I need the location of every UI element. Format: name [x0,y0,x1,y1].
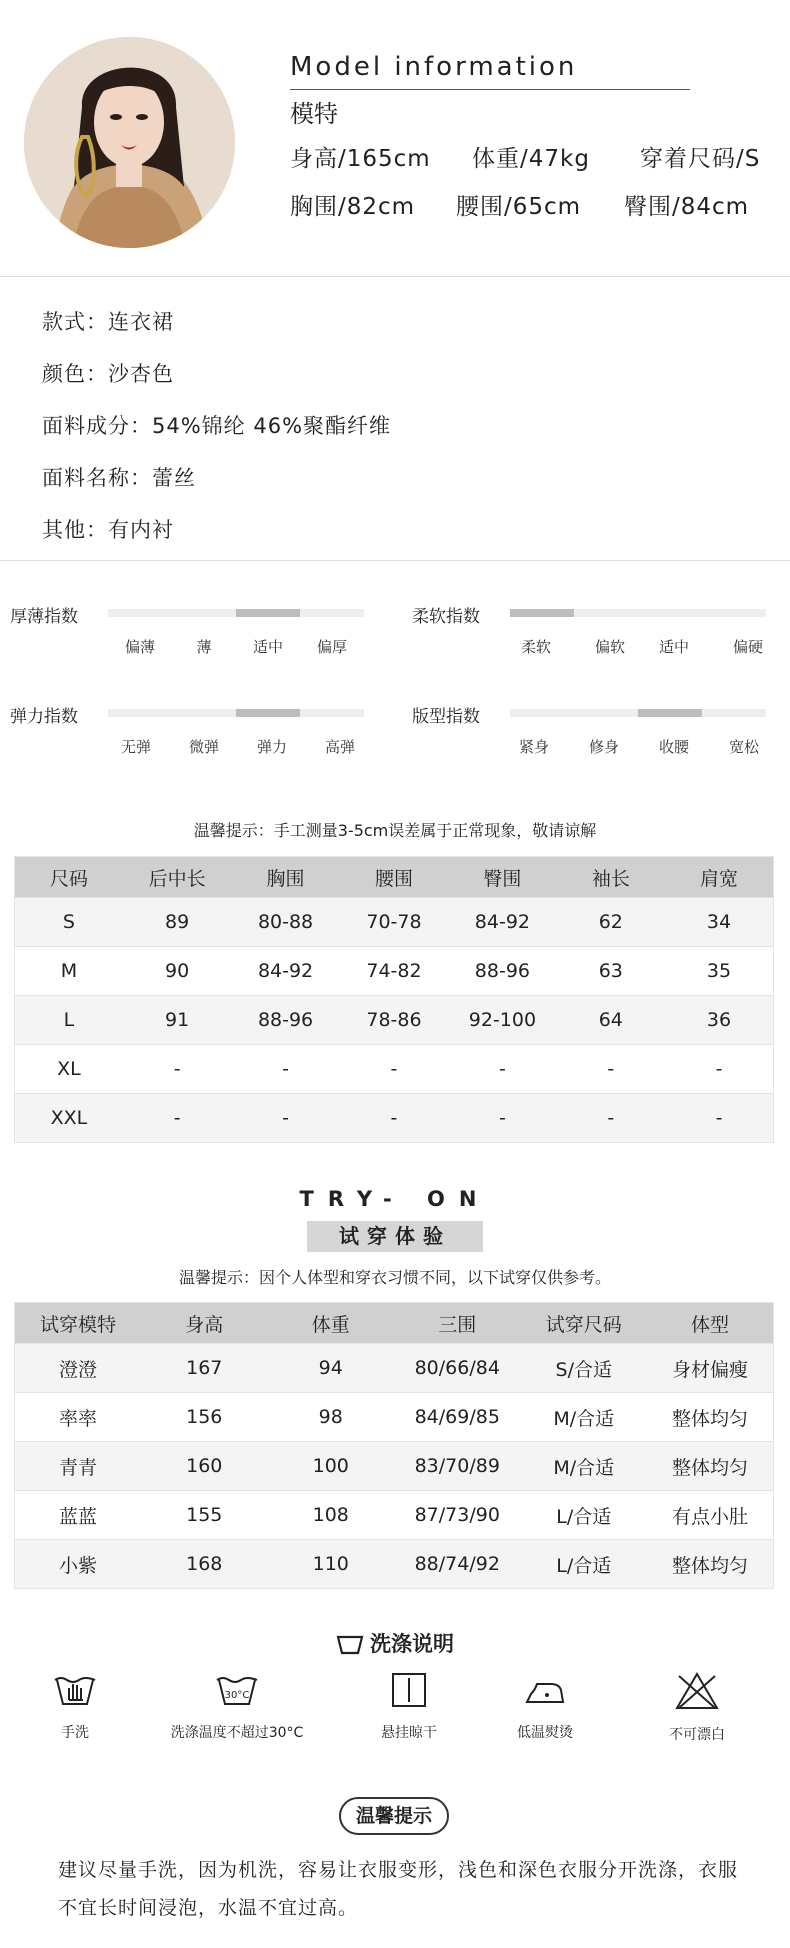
table-row [15,1393,774,1442]
section-divider [0,560,790,561]
table-cell: 62 [557,898,665,947]
table-cell: 64 [557,996,665,1045]
table-cell: 88/74/92 [394,1540,521,1589]
table-cell: 88-96 [448,947,556,996]
wash-item-iron [470,1672,620,1742]
table-cell: 90 [123,947,231,996]
index-option: 适中 [658,638,689,656]
size-table [14,856,774,1143]
table-cell: 88-96 [231,996,339,1045]
index-option: 偏软 [594,638,625,656]
spec-style: 款式：连衣裙 [42,310,174,334]
model-bust: 胸围/82cm [290,194,416,220]
column-header: 臀围 [448,857,556,898]
table-cell: - [340,1094,448,1143]
table-cell: XL [15,1045,123,1094]
column-header: 腰围 [340,857,448,898]
index-option: 偏薄 [124,638,155,656]
basin-icon [336,1633,364,1655]
table-cell: M [15,947,123,996]
table-cell: - [340,1045,448,1094]
table-cell: 84/69/85 [394,1393,521,1442]
index-option: 适中 [252,638,283,656]
column-header: 体重 [268,1303,395,1344]
spec-fabric-composition: 面料成分：54%锦纶 46%聚酯纤维 [42,414,392,438]
table-cell: 156 [141,1393,268,1442]
spec-other: 其他：有内衬 [42,518,174,542]
table-cell: 160 [141,1442,268,1491]
table-cell: 蓝蓝 [15,1491,142,1540]
table-cell: 74-82 [340,947,448,996]
table-cell: 87/73/90 [394,1491,521,1540]
column-header: 身高 [141,1303,268,1344]
table-cell: 整体均匀 [647,1393,774,1442]
table-cell: 澄澄 [15,1344,142,1393]
table-cell: 80-88 [231,898,339,947]
table-row [15,1442,774,1491]
wash-caption: 不可漂白 [669,1727,725,1743]
table-cell: 63 [557,947,665,996]
table-cell: 整体均匀 [647,1442,774,1491]
table-cell: XXL [15,1094,123,1143]
model-info-section [0,0,790,276]
title-underline [290,89,690,90]
table-cell: 80/66/84 [394,1344,521,1393]
index-option: 修身 [588,738,619,756]
table-row [15,1344,774,1393]
table-cell: 身材偏瘦 [647,1344,774,1393]
table-cell: - [665,1045,773,1094]
table-row [15,1540,774,1589]
index-option: 柔软 [520,638,551,656]
hand-wash-icon [53,1672,97,1708]
index-label: 版型指数 [412,707,480,727]
table-cell: 98 [268,1393,395,1442]
table-row [15,1045,774,1094]
index-option: 高弹 [324,738,355,756]
table-cell: 108 [268,1491,395,1540]
tryon-table [14,1302,774,1589]
index-option: 弹力 [256,738,287,756]
index-option: 薄 [196,638,212,656]
index-label: 厚薄指数 [10,607,78,627]
table-row [15,1094,774,1143]
column-header: 试穿模特 [15,1303,142,1344]
index-label: 弹力指数 [10,707,78,727]
table-cell: 青青 [15,1442,142,1491]
hang-dry-icon [387,1672,431,1708]
index-bar-fill [638,709,702,717]
wash-caption: 手洗 [61,1725,89,1741]
tip-text: 建议尽量手洗，因为机洗，容易让衣服变形，浅色和深色衣服分开洗涤，衣服不宜长时间浸泡，水温不宜过高。 [58,1859,739,1919]
table-cell: L [15,996,123,1045]
column-header: 肩宽 [665,857,773,898]
table-row [15,898,774,947]
index-label: 柔软指数 [412,607,480,627]
wash-title: 洗涤说明 [370,1632,454,1656]
size-note: 温馨提示：手工测量3-5cm误差属于正常现象，敬请谅解 [193,821,597,840]
table-cell: S/合适 [521,1344,648,1393]
table-row [15,996,774,1045]
tryon-subtitle: 试穿体验 [307,1221,483,1252]
table-cell: 84-92 [231,947,339,996]
table-cell: 83/70/89 [394,1442,521,1491]
index-option: 无弹 [120,738,151,756]
index-bar [108,709,364,717]
wash-temp-text: 30°C [224,1690,250,1701]
table-cell: - [448,1045,556,1094]
table-cell: 167 [141,1344,268,1393]
model-height: 身高/165cm [290,146,431,172]
table-cell: - [231,1045,339,1094]
wash-caption: 低温熨烫 [517,1725,573,1741]
table-row [15,947,774,996]
table-cell: L/合适 [521,1540,648,1589]
table-cell: 34 [665,898,773,947]
model-photo [24,37,235,248]
index-bar [108,609,364,617]
table-header-row [15,1303,774,1344]
table-cell: - [665,1094,773,1143]
table-cell: 78-86 [340,996,448,1045]
table-cell: 110 [268,1540,395,1589]
wash-item-hand [0,1672,150,1742]
table-cell: - [557,1094,665,1143]
column-header: 尺码 [15,857,123,898]
table-cell: M/合适 [521,1393,648,1442]
index-bar [510,609,766,617]
model-waist: 腰围/65cm [456,194,582,220]
table-cell: 84-92 [448,898,556,947]
column-header: 试穿尺码 [521,1303,648,1344]
index-option: 偏厚 [316,638,347,656]
column-header: 三围 [394,1303,521,1344]
column-header: 胸围 [231,857,339,898]
wash-caption: 悬挂晾干 [381,1725,437,1741]
table-row [15,1491,774,1540]
wash-item-30c [162,1672,312,1742]
index-option: 收腰 [658,738,689,756]
table-cell: - [448,1094,556,1143]
index-bar [510,709,766,717]
wash-item-bleach [622,1672,772,1744]
table-cell: 100 [268,1442,395,1491]
table-cell: 整体均匀 [647,1540,774,1589]
table-cell: L/合适 [521,1491,648,1540]
table-cell: - [557,1045,665,1094]
column-header: 体型 [647,1303,774,1344]
wash-heading [0,1628,790,1658]
table-cell: - [231,1094,339,1143]
index-bar-fill [236,609,300,617]
index-bar-fill [510,609,574,617]
index-option: 紧身 [518,738,549,756]
wash-30c-icon [215,1672,259,1708]
no-bleach-icon [675,1672,719,1710]
low-iron-icon [523,1672,567,1708]
column-header: 袖长 [557,857,665,898]
table-cell: 168 [141,1540,268,1589]
model-weight: 体重/47kg [472,146,590,172]
tryon-title: TRY- ON [299,1187,491,1211]
table-cell: - [123,1045,231,1094]
tryon-table-body [15,1344,774,1589]
table-cell: 有点小肚 [647,1491,774,1540]
table-cell: 155 [141,1491,268,1540]
tip-badge: 温馨提示 [339,1797,449,1835]
model-info-title: Model information [290,52,578,82]
index-bar-fill [236,709,300,717]
model-size: 穿着尺码/S [640,146,761,172]
index-option: 偏硬 [732,638,763,656]
wash-caption: 洗涤温度不超过30°C [170,1725,304,1741]
column-header: 后中长 [123,857,231,898]
spec-fabric-name: 面料名称：蕾丝 [42,466,196,490]
model-info-subtitle: 模特 [290,100,338,128]
index-option: 宽松 [728,738,759,756]
tryon-note: 温馨提示：因个人体型和穿衣习惯不同，以下试穿仅供参考。 [178,1268,611,1287]
section-divider [0,276,790,277]
table-cell: - [123,1094,231,1143]
table-cell: 小紫 [15,1540,142,1589]
spec-color: 颜色：沙杏色 [42,362,174,386]
table-cell: 36 [665,996,773,1045]
size-table-body [15,898,774,1143]
table-cell: M/合适 [521,1442,648,1491]
table-cell: 70-78 [340,898,448,947]
wash-item-hang [334,1672,484,1742]
table-cell: 89 [123,898,231,947]
table-cell: 率率 [15,1393,142,1442]
table-cell: 94 [268,1344,395,1393]
index-option: 微弹 [188,738,219,756]
model-hip: 臀围/84cm [624,194,750,220]
table-cell: 35 [665,947,773,996]
table-cell: 91 [123,996,231,1045]
table-cell: S [15,898,123,947]
table-cell: 92-100 [448,996,556,1045]
table-header-row [15,857,774,898]
